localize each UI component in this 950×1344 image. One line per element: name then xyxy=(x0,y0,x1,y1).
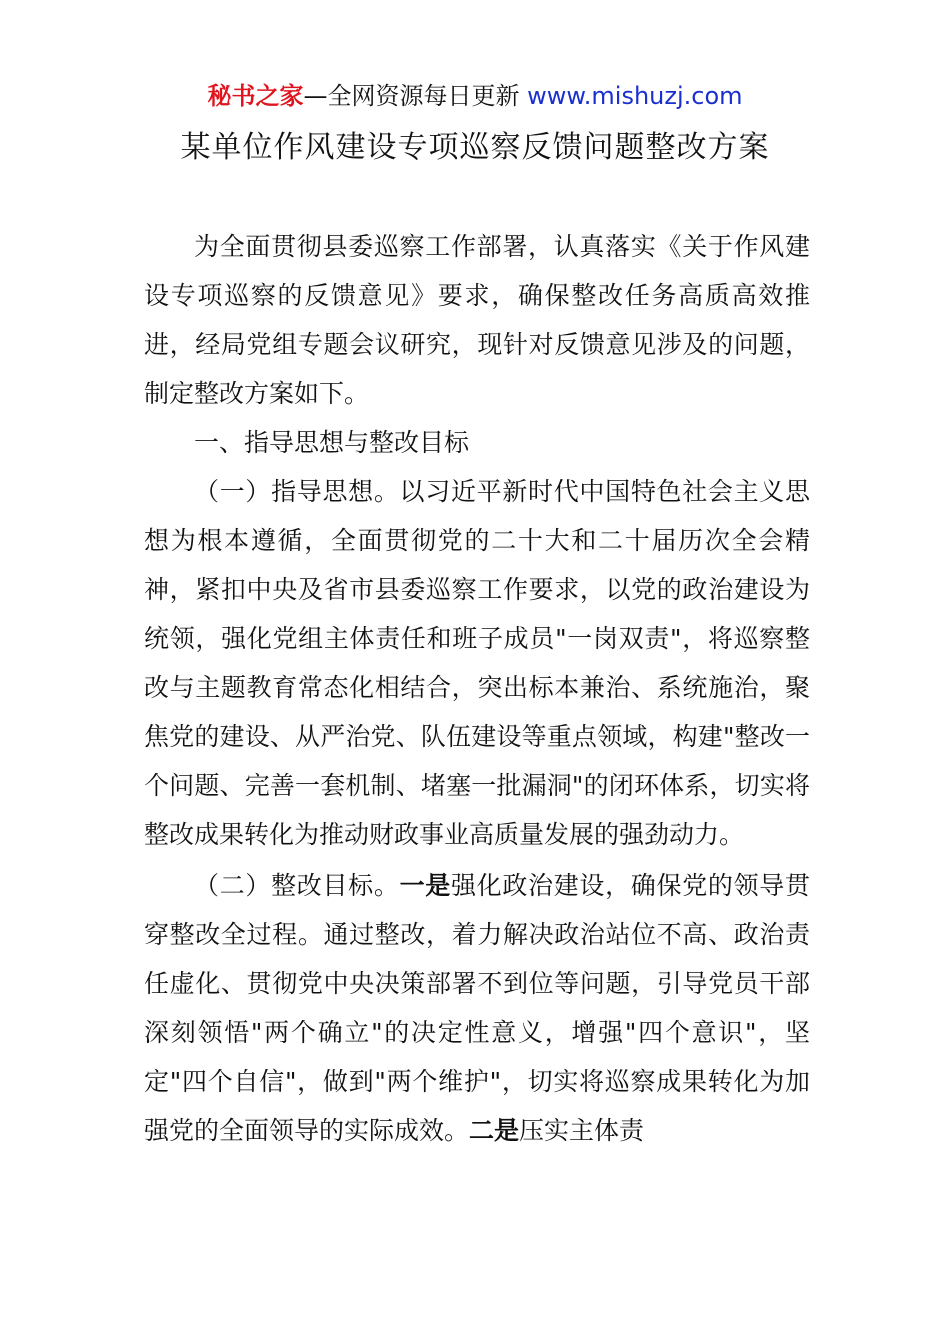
goals-paragraph xyxy=(144,861,810,1155)
goal2-label: 二是 xyxy=(469,1116,520,1145)
goal2-text: 压实主体责 xyxy=(519,1116,645,1145)
guiding-thought-paragraph: （一）指导思想。以习近平新时代中国特色社会主义思想为根本遵循，全面贯彻党的二十大和二十届历次全会精神，紧扣中央及省市县委巡察工作要求，以党的政治建设为统领，强化党组主体责任和班子成员"一岗双责"，将巡察整改与主题教育常态化相结合，突出标本兼治、系统施治，聚焦党的建设、从严治党、队伍建设等重点领域，构建"整改一个问题、完善一套机制、堵塞一批漏洞"的闭环体系，切实将整改成果转化为推动财政事业高质量发展的强劲动力。 xyxy=(144,477,810,849)
document-title: 某单位作风建设专项巡察反馈问题整改方案 xyxy=(180,130,770,165)
section-heading: 一、指导思想与整改目标 xyxy=(194,428,470,457)
intro-paragraph: 为全面贯彻县委巡察工作部署，认真落实《关于作风建设专项巡察的反馈意见》要求，确保整改任务高质高效推进，经局党组专题会议研究，现针对反馈意见涉及的问题，制定整改方案如下。 xyxy=(144,232,810,408)
goal1-label: 一是 xyxy=(399,871,451,900)
brand-name: 秘书之家 xyxy=(207,82,304,110)
site-url-link[interactable]: www.mishuzj.com xyxy=(527,82,743,110)
goals-lead: （二）整改目标。 xyxy=(194,871,400,900)
site-banner xyxy=(0,80,950,112)
banner-tagline: —全网资源每日更新 xyxy=(303,82,528,110)
document-body xyxy=(144,222,810,1155)
goal1-text: 强化政治建设，确保党的领导贯穿整改全过程。通过整改，着力解决政治站位不高、政治责任虚化、贯彻党中央决策部署不到位等问题，引导党员干部深刻领悟"两个确立"的决定性意义，增强"四个意识"，坚定"四个自信"，做到"两个维护"，切实将巡察成果转化为加强党的全面领导的实际成效。 xyxy=(144,871,810,1145)
